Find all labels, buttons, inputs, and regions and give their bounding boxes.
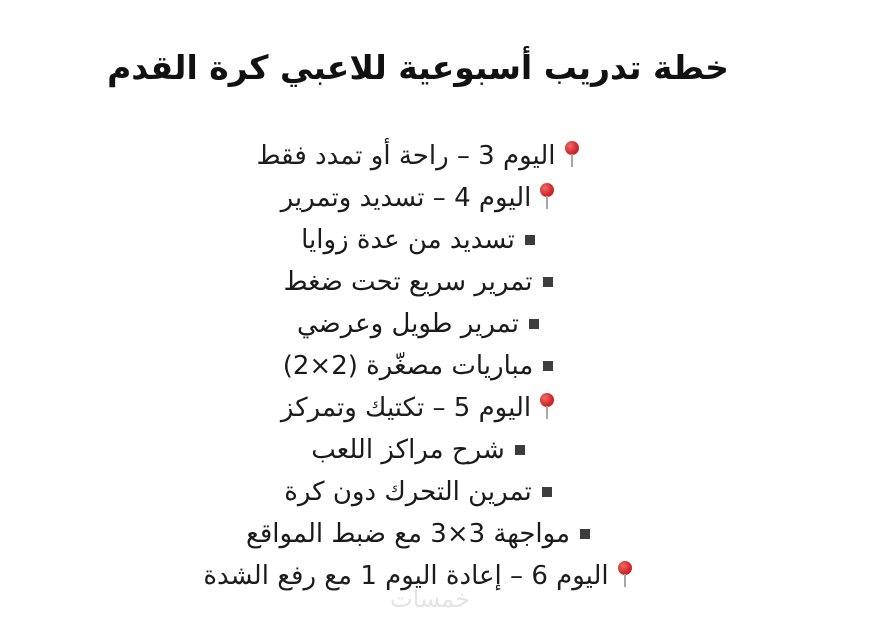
list-item	[0, 387, 836, 429]
list-item-text: اليوم 3 – راحة أو تمدد فقط	[256, 141, 556, 171]
pushpin-icon	[539, 391, 555, 421]
list-item-text: مباريات مصغّرة (2×2)	[282, 351, 534, 381]
square-bullet-icon	[543, 361, 553, 371]
pushpin-icon	[617, 559, 633, 589]
list-item	[0, 261, 836, 303]
list-item-text: اليوم 5 – تكتيك وتمركز	[280, 393, 532, 423]
list-item-text: تسديد من عدة زوايا	[301, 225, 515, 255]
square-bullet-icon	[525, 235, 535, 245]
square-bullet-icon	[543, 277, 553, 287]
list-item-text: تمرير طويل وعرضي	[297, 309, 519, 339]
square-bullet-icon	[542, 487, 552, 497]
watermark-logo: خمسات	[389, 585, 471, 613]
square-bullet-icon	[529, 319, 539, 329]
list-item-text: اليوم 6 – إعادة اليوم 1 مع رفع الشدة	[203, 561, 609, 591]
list-item-text: تمرين التحرك دون كرة	[284, 477, 532, 507]
list-item-text: تمرير سريع تحت ضغط	[283, 267, 533, 297]
list-item	[0, 135, 836, 177]
list-item	[0, 303, 836, 345]
list-item	[0, 513, 836, 555]
list-item	[0, 429, 836, 471]
page-title: خطة تدريب أسبوعية للاعبي كرة القدم	[107, 48, 729, 87]
list-item-text: مواجهة 3×3 مع ضبط المواقع	[246, 519, 570, 549]
square-bullet-icon	[580, 529, 590, 539]
list-item	[0, 219, 836, 261]
square-bullet-icon	[515, 445, 525, 455]
pushpin-icon	[564, 139, 580, 169]
list-item-text: شرح مراكز اللعب	[311, 435, 505, 465]
list-item	[0, 177, 836, 219]
list-item-text: اليوم 4 – تسديد وتمرير	[280, 183, 532, 213]
training-plan-list	[0, 135, 836, 597]
list-item	[0, 471, 836, 513]
list-item	[0, 345, 836, 387]
pushpin-icon	[539, 181, 555, 211]
